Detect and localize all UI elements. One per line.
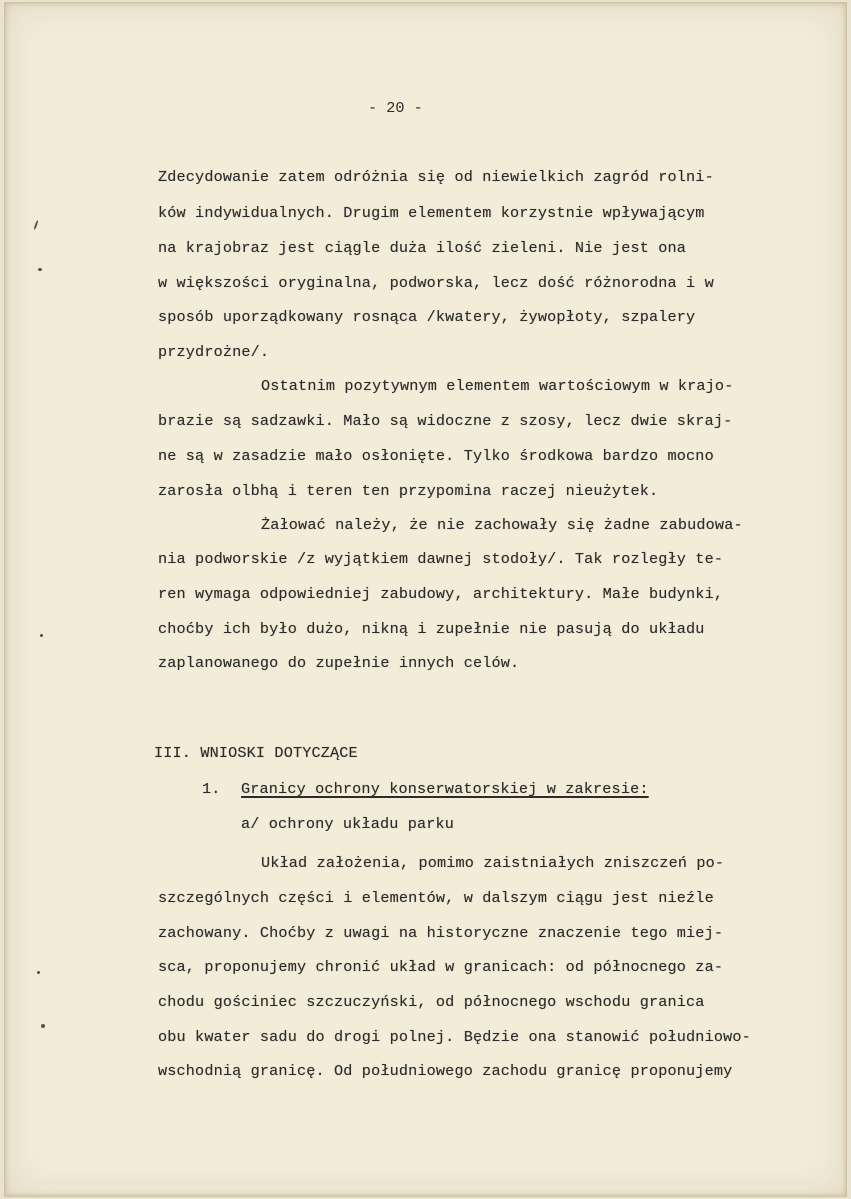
text-line: przydrożne/. [158, 343, 270, 361]
text-line: brazie są sadzawki. Mało są widoczne z szosy, lecz dwie skraj- [158, 412, 733, 430]
text-line: szczególnych części i elementów, w dalszym ciągu jest nieźle [158, 889, 714, 907]
text-line: sposób uporządkowany rosnąca /kwatery, żywopłoty, szpalery [158, 308, 696, 326]
text-line: ren wymaga odpowiedniej zabudowy, architektury. Małe budynki, [158, 585, 724, 603]
text-line: ków indywidualnych. Drugim elementem korzystnie wpływającym [158, 204, 705, 222]
page-number: - 20 - [368, 99, 423, 117]
text-line: zarosła olbhą i teren ten przypomina raczej nieużytek. [158, 482, 659, 500]
margin-mark [40, 634, 43, 637]
text-line: wschodnią granicę. Od południowego zachodu granicę proponujemy [158, 1062, 733, 1080]
text-line: ne są w zasadzie mało osłonięte. Tylko środkowa bardzo mocno [158, 447, 714, 465]
margin-mark [37, 971, 40, 974]
text-line: Układ założenia, pomimo zaistniałych zniszczeń po- [261, 854, 725, 872]
text-line: chodu gościniec szczuczyński, od północnego wschodu granica [158, 993, 705, 1011]
text-line: nia podworskie /z wyjątkiem dawnej stodoły/. Tak rozległy te- [158, 550, 724, 568]
text-line: Żałować należy, że nie zachowały się żadne zabudowa- [261, 516, 743, 534]
text-line: Zdecydowanie zatem odróżnia się od niewielkich zagród rolni- [158, 168, 714, 186]
text-line: sca, proponujemy chronić układ w granicach: od północnego za- [158, 958, 724, 976]
text-line: na krajobraz jest ciągle duża ilość zieleni. Nie jest ona [158, 239, 687, 257]
list-item-number: 1. [202, 780, 221, 798]
document-page [4, 2, 847, 1197]
text-line: zaplanowanego do zupełnie innych celów. [158, 654, 520, 672]
sub-item: a/ ochrony układu parku [241, 815, 455, 833]
list-item-title: Granicy ochrony konserwatorskiej w zakresie: [241, 780, 649, 798]
section-heading: III. WNIOSKI DOTYCZĄCE [154, 744, 358, 762]
text-line: obu kwater sadu do drogi polnej. Będzie ona stanowić południowo- [158, 1028, 751, 1046]
text-line: choćby ich było dużo, nikną i zupełnie nie pasują do układu [158, 620, 705, 638]
margin-mark [41, 1024, 45, 1028]
text-line: zachowany. Choćby z uwagi na historyczne znaczenie tego miej- [158, 924, 724, 942]
margin-mark [33, 220, 38, 230]
margin-mark [38, 268, 42, 271]
text-line: Ostatnim pozytywnym elementem wartościowym w krajo- [261, 377, 734, 395]
text-line: w większości oryginalna, podworska, lecz dość różnorodna i w [158, 274, 714, 292]
